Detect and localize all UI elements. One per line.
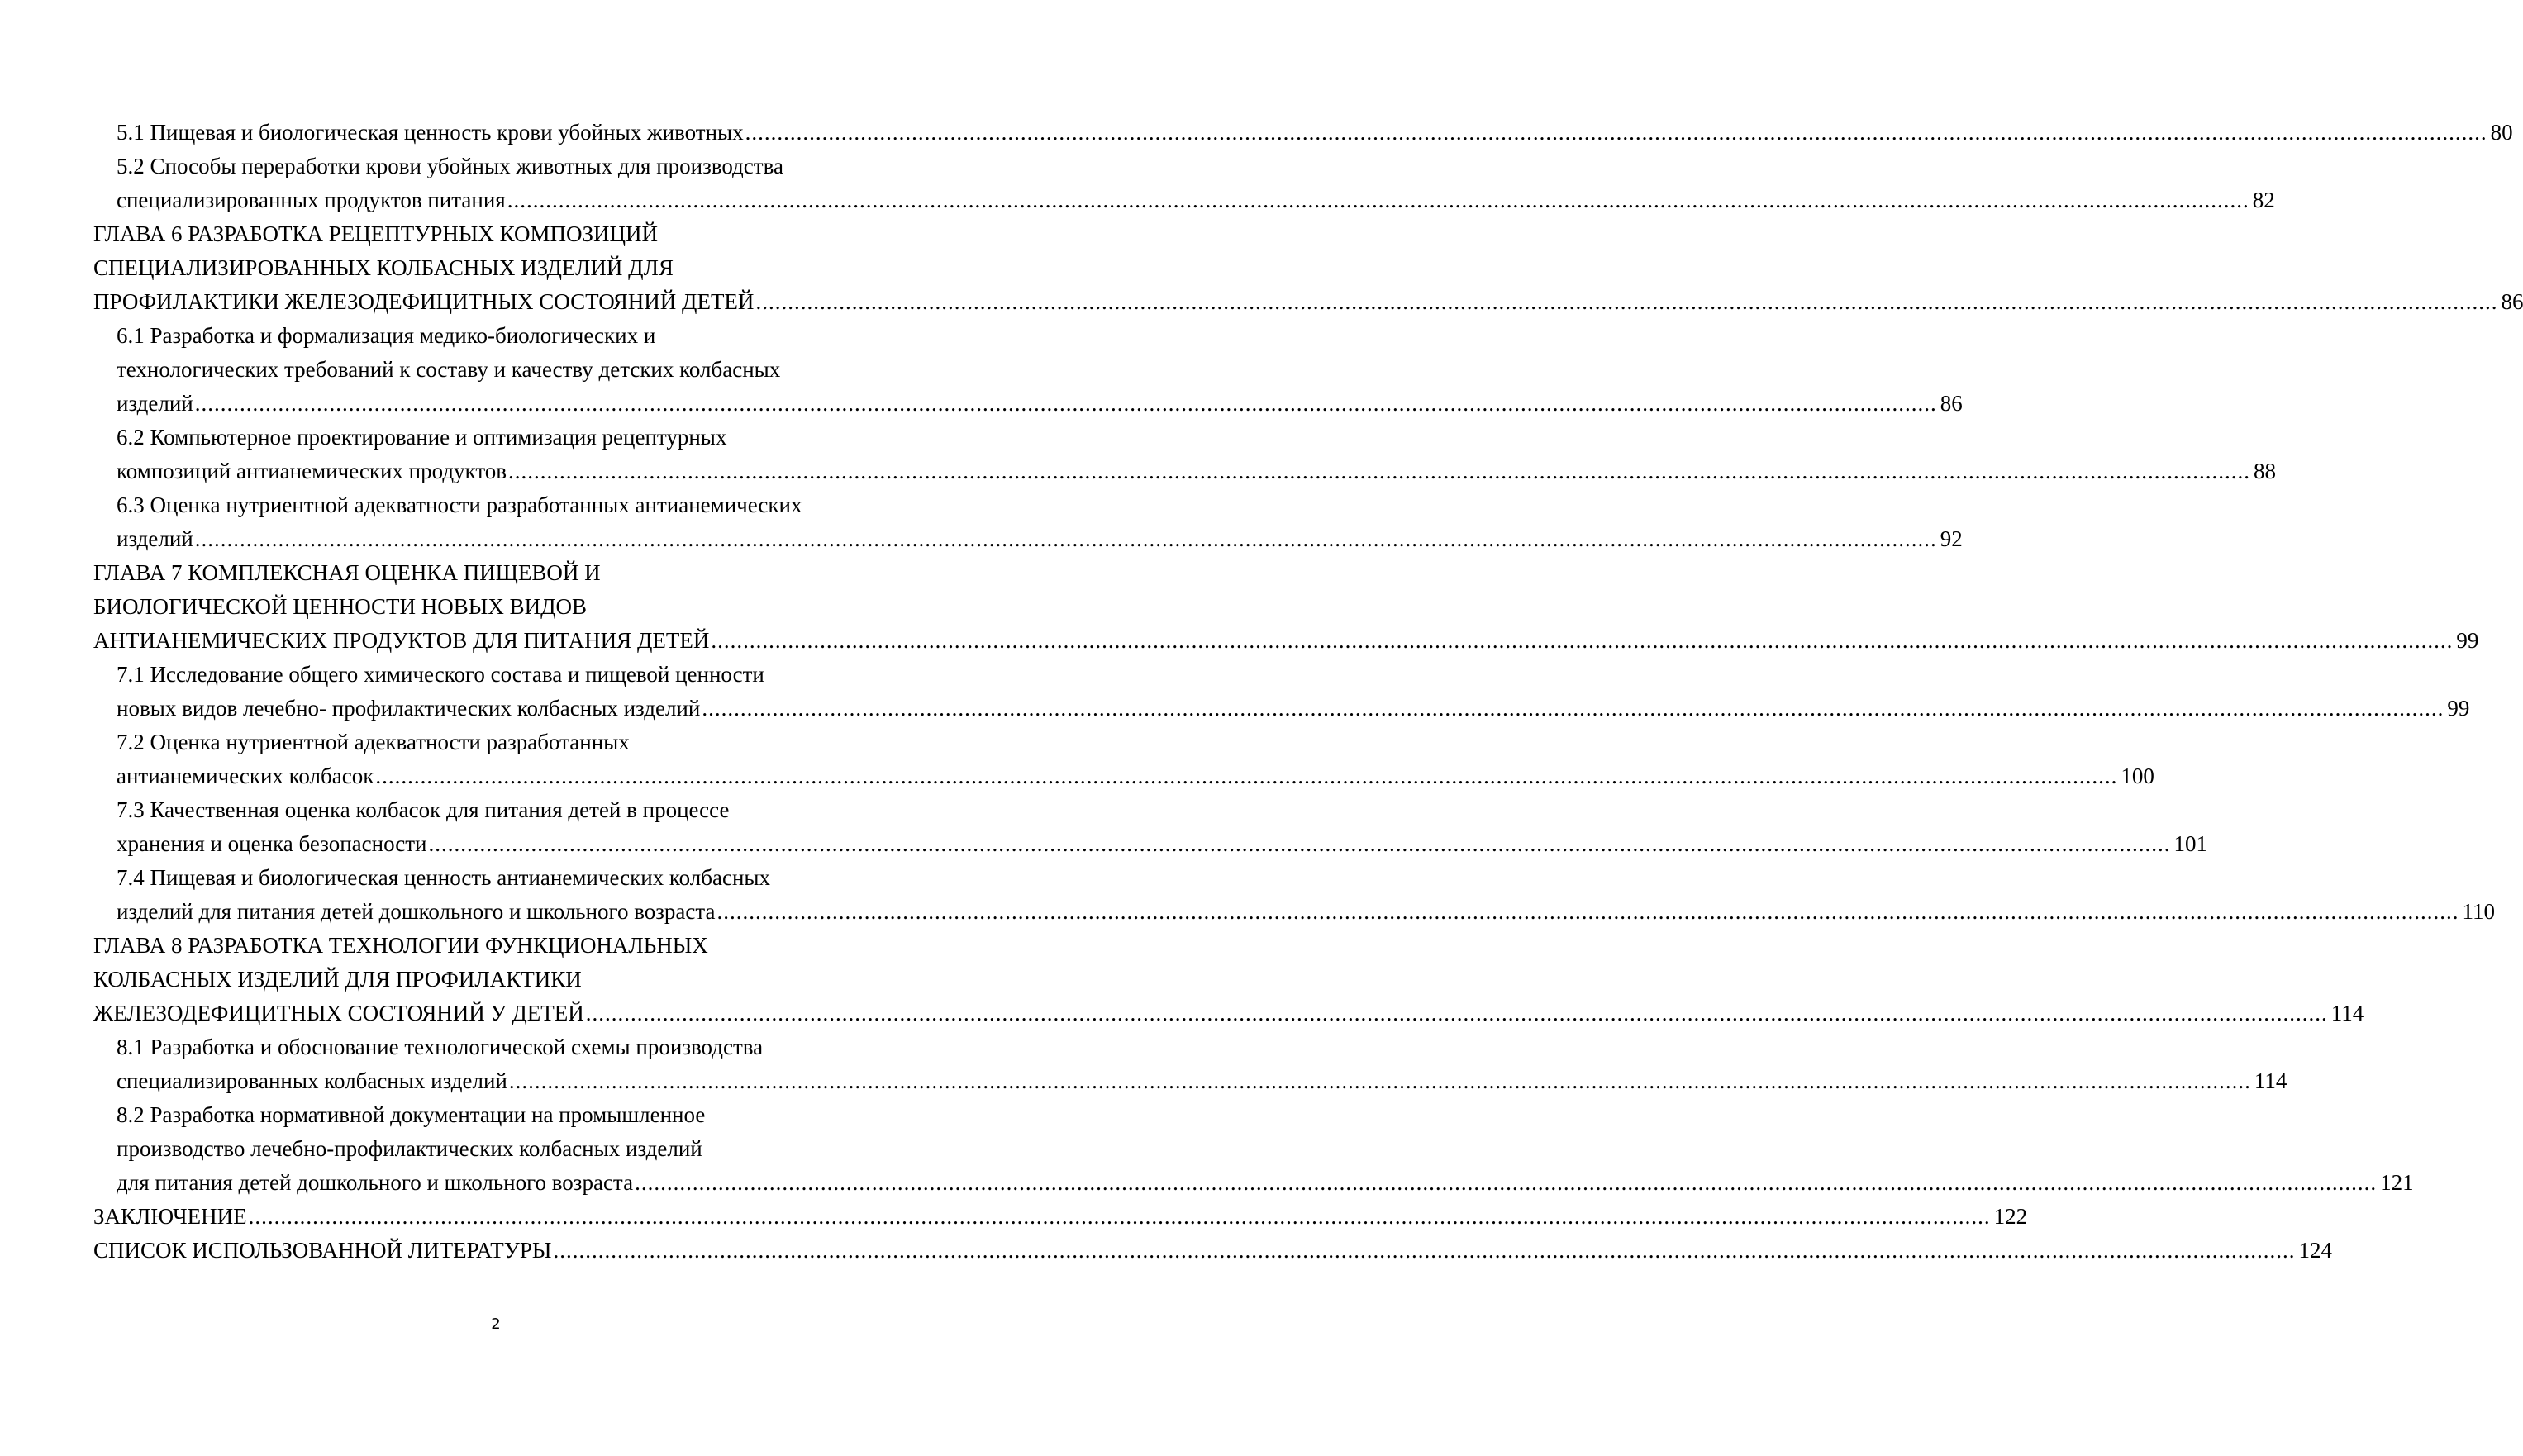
dot-leader: [635, 1166, 2377, 1200]
toc-chapter-entry: [93, 556, 2479, 658]
toc-entry-line: 7.4 Пищевая и биологическая ценность антианемических колбасных: [117, 865, 771, 890]
toc-section-entry: [93, 1098, 2414, 1200]
toc-chapter-entry: [93, 929, 2364, 1030]
toc-page-number: 82: [2252, 188, 2275, 212]
toc-entry-line: СПЕЦИАЛИЗИРОВАННЫХ КОЛБАСНЫХ ИЗДЕЛИЙ ДЛЯ: [93, 255, 674, 280]
dot-leader: [702, 692, 2444, 726]
toc-page-number: 99: [2447, 696, 2470, 721]
toc-entry-last-line: [93, 1234, 2332, 1268]
toc-entry-last-line: [93, 997, 2364, 1030]
toc-entry-line: 7.1 Исследование общего химического состава и пищевой ценности: [117, 662, 764, 687]
toc-page-number: 110: [2462, 899, 2496, 924]
toc-entry-title: композиций антианемических продуктов: [117, 459, 507, 483]
toc-section-entry: [93, 793, 2207, 861]
dot-leader: [195, 522, 1937, 556]
toc-entry-title: антианемических колбасок: [117, 764, 374, 788]
toc-entry-last-line: [117, 827, 2207, 861]
toc-entry-title: АНТИАНЕМИЧЕСКИХ ПРОДУКТОВ ДЛЯ ПИТАНИЯ ДЕТЕЙ: [93, 628, 710, 653]
toc-entry-last-line: [117, 759, 2154, 793]
toc-entry-title: ПРОФИЛАКТИКИ ЖЕЛЕЗОДЕФИЦИТНЫХ СОСТОЯНИЙ ДЕТЕЙ: [93, 289, 755, 314]
toc-entry-line: КОЛБАСНЫХ ИЗДЕЛИЙ ДЛЯ ПРОФИЛАКТИКИ: [93, 967, 582, 992]
dot-leader: [507, 183, 2249, 217]
toc-section-entry: [93, 150, 2275, 217]
toc-entry-title: изделий: [117, 391, 193, 416]
toc-chapter-entry: [93, 217, 2523, 319]
toc-entry-line: 8.2 Разработка нормативной документации на промышленное: [117, 1102, 706, 1127]
toc-entry-last-line: [117, 454, 2277, 488]
toc-entry-last-line: [93, 1200, 2028, 1234]
toc-page-number: 86: [1940, 391, 1963, 416]
toc-entry-title: 5.1 Пищевая и биологическая ценность крови убойных животных: [117, 120, 744, 145]
toc-entry-title: хранения и оценка безопасности: [117, 831, 427, 856]
toc-entry-line: ГЛАВА 6 РАЗРАБОТКА РЕЦЕПТУРНЫХ КОМПОЗИЦИЙ: [93, 221, 659, 246]
toc-entry-line: 7.2 Оценка нутриентной адекватности разработанных: [117, 730, 630, 754]
toc-entry-line: 6.2 Компьютерное проектирование и оптимизация рецептурных: [117, 425, 727, 450]
dot-leader: [586, 997, 2328, 1030]
toc-entry-last-line: [117, 692, 2470, 726]
dot-leader: [711, 624, 2453, 658]
toc-page-number: 99: [2456, 628, 2479, 653]
toc-entry-line: 5.2 Способы переработки крови убойных животных для производства: [117, 154, 783, 178]
toc-entry-title: ЗАКЛЮЧЕНИЕ: [93, 1204, 247, 1229]
toc-entry-last-line: [117, 1064, 2287, 1098]
toc-entry-title: изделий: [117, 526, 193, 551]
toc-chapter-entry: [93, 1234, 2332, 1268]
toc-entry-line: ГЛАВА 8 РАЗРАБОТКА ТЕХНОЛОГИИ ФУНКЦИОНАЛЬНЫХ: [93, 933, 708, 958]
toc-entry-line: 6.1 Разработка и формализация медико-биологических и: [117, 323, 656, 348]
page-number: 2: [491, 1316, 501, 1333]
toc-entry-line: 6.3 Оценка нутриентной адекватности разработанных антианемических: [117, 492, 802, 517]
dot-leader: [195, 387, 1937, 421]
toc-page-number: 121: [2380, 1170, 2414, 1195]
toc-chapter-entry: [93, 1200, 2028, 1234]
toc-page-number: 122: [1993, 1204, 2028, 1229]
toc-section-entry: [93, 421, 2277, 488]
toc-section-entry: [93, 861, 2496, 929]
toc-page-number: 124: [2298, 1238, 2332, 1263]
toc-section-entry: [93, 488, 1963, 556]
toc-section-entry: [93, 116, 2513, 150]
toc-entry-line: 8.1 Разработка и обоснование технологической схемы производства: [117, 1035, 764, 1059]
dot-leader: [249, 1200, 1991, 1234]
toc-page-number: 100: [2121, 764, 2154, 788]
table-of-contents: [93, 116, 2523, 1268]
toc-entry-line: ГЛАВА 7 КОМПЛЕКСНАЯ ОЦЕНКА ПИЩЕВОЙ И: [93, 560, 601, 585]
toc-entry-line: БИОЛОГИЧЕСКОЙ ЦЕННОСТИ НОВЫХ ВИДОВ: [93, 594, 588, 619]
toc-entry-line: технологических требований к составу и качеству детских колбасных: [117, 357, 781, 382]
toc-page-number: 80: [2490, 120, 2513, 145]
toc-entry-last-line: [117, 183, 2275, 217]
toc-entry-title: специализированных продуктов питания: [117, 188, 506, 212]
toc-page-number: 114: [2330, 1001, 2364, 1025]
dot-leader: [375, 759, 2117, 793]
toc-page-number: 92: [1940, 526, 1963, 551]
toc-entry-title: ЖЕЛЕЗОДЕФИЦИТНЫХ СОСТОЯНИЙ У ДЕТЕЙ: [93, 1001, 584, 1025]
toc-entry-last-line: [117, 116, 2513, 150]
toc-page-number: 114: [2254, 1068, 2287, 1093]
toc-section-entry: [93, 658, 2470, 726]
toc-entry-last-line: [117, 1166, 2414, 1200]
toc-entry-title: СПИСОК ИСПОЛЬЗОВАННОЙ ЛИТЕРАТУРЫ: [93, 1238, 552, 1263]
dot-leader: [509, 1064, 2251, 1098]
toc-page-number: 86: [2501, 289, 2523, 314]
toc-entry-line: 7.3 Качественная оценка колбасок для питания детей в процессе: [117, 797, 730, 822]
toc-section-entry: [93, 726, 2154, 793]
toc-entry-title: для питания детей дошкольного и школьного возраста: [117, 1170, 634, 1195]
toc-entry-last-line: [117, 895, 2496, 929]
dot-leader: [755, 285, 2497, 319]
dot-leader: [745, 116, 2487, 150]
toc-entry-last-line: [93, 624, 2479, 658]
dot-leader: [508, 454, 2250, 488]
toc-entry-title: новых видов лечебно- профилактических колбасных изделий: [117, 696, 701, 721]
toc-section-entry: [93, 1030, 2287, 1098]
toc-page-number: 88: [2254, 459, 2277, 483]
toc-entry-line: производство лечебно-профилактических колбасных изделий: [117, 1136, 702, 1161]
toc-entry-last-line: [117, 387, 1963, 421]
dot-leader: [428, 827, 2170, 861]
toc-entry-title: изделий для питания детей дошкольного и школьного возраста: [117, 899, 716, 924]
toc-entry-last-line: [93, 285, 2523, 319]
dot-leader: [553, 1234, 2295, 1268]
toc-page-number: 101: [2173, 831, 2207, 856]
toc-section-entry: [93, 319, 1963, 421]
toc-entry-last-line: [117, 522, 1963, 556]
toc-entry-title: специализированных колбасных изделий: [117, 1068, 507, 1093]
dot-leader: [717, 895, 2459, 929]
